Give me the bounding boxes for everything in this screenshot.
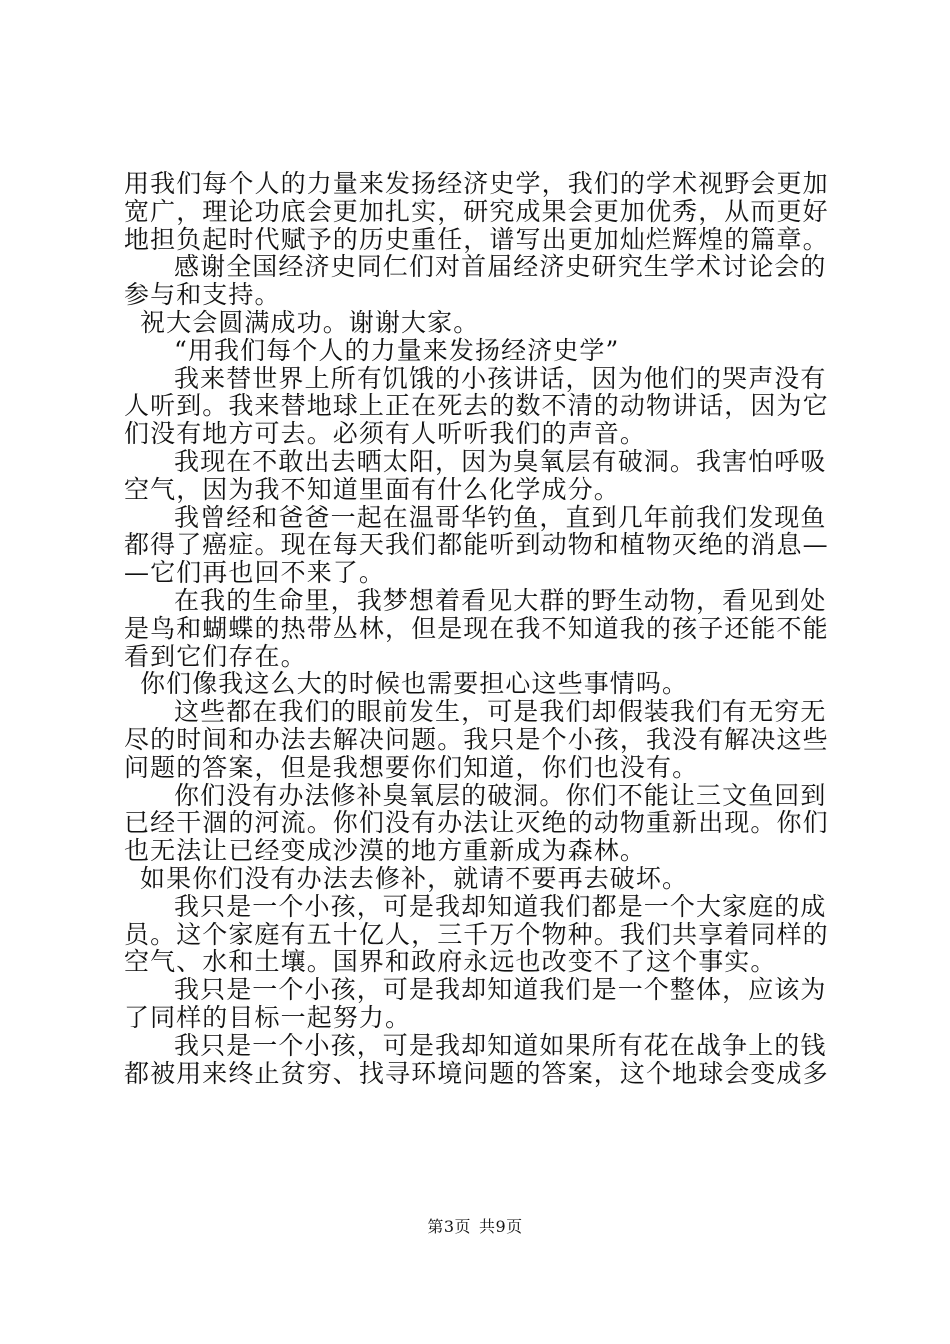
text-line: 我曾经和爸爸一起在温哥华钓鱼，直到几年前我们发现鱼: [174, 502, 827, 532]
body-text: [124, 170, 834, 1087]
text-line: 是鸟和蝴蝶的热带丛林，但是现在我不知道我的孩子还能不能: [124, 613, 829, 643]
text-line: 我现在不敢出去晒太阳，因为臭氧层有破洞。我害怕呼吸: [174, 446, 827, 476]
text-line: 人听到。我来替地球上正在死去的数不清的动物讲话，因为它: [124, 391, 829, 421]
text-line: 看到它们存在。: [124, 641, 307, 671]
text-line: 问题的答案，但是我想要你们知道，你们也没有。: [124, 752, 699, 782]
text-line: 宽广，理论功底会更加扎实，研究成果会更加优秀，从而更好: [124, 196, 829, 226]
text-line: —它们再也回不来了。: [124, 558, 386, 588]
text-line: 你们像我这么大的时候也需要担心这些事情吗。: [140, 669, 689, 699]
text-line: 这些都在我们的眼前发生，可是我们却假装我们有无穷无: [174, 697, 827, 727]
text-line: 都得了癌症。现在每天我们都能听到动物和植物灭绝的消息—: [124, 530, 829, 560]
text-line: 了同样的目标一起努力。: [124, 1002, 412, 1032]
text-line: 我来替世界上所有饥饿的小孩讲话，因为他们的哭声没有: [174, 363, 827, 393]
page-footer: [0, 1214, 950, 1237]
text-line: 员。这个家庭有五十亿人，三千万个物种。我们共享着同样的: [124, 919, 829, 949]
text-line: 空气，因为我不知道里面有什么化学成分。: [124, 474, 620, 504]
text-line: 也无法让已经变成沙漠的地方重新成为森林。: [124, 836, 647, 866]
page-number-total: 共9页: [479, 1217, 523, 1236]
text-line: 在我的生命里，我梦想着看见大群的野生动物，看见到处: [174, 585, 827, 615]
text-line: 们没有地方可去。必须有人听听我们的声音。: [124, 419, 647, 449]
text-line: 我只是一个小孩，可是我却知道我们是一个整体，应该为: [174, 975, 827, 1005]
text-line: 参与和支持。: [124, 280, 281, 310]
text-line: 我只是一个小孩，可是我却知道如果所有花在战争上的钱: [174, 1030, 827, 1060]
text-line: 祝大会圆满成功。谢谢大家。: [140, 307, 480, 337]
text-line: 我只是一个小孩，可是我却知道我们都是一个大家庭的成: [174, 891, 827, 921]
text-line: 地担负起时代赋予的历史重任，谱写出更加灿烂辉煌的篇章。: [124, 224, 829, 254]
text-line: “用我们每个人的力量来发扬经济史学”: [174, 335, 620, 365]
text-line: 已经干涸的河流。你们没有办法让灭绝的动物重新出现。你们: [124, 808, 829, 838]
text-line: 空气、水和土壤。国界和政府永远也改变不了这个事实。: [124, 947, 777, 977]
text-line: 用我们每个人的力量来发扬经济史学，我们的学术视野会更加: [124, 169, 829, 198]
page-number-current: 第3页: [427, 1217, 471, 1236]
text-line: 你们没有办法修补臭氧层的破洞。你们不能让三文鱼回到: [174, 780, 827, 810]
text-line: 尽的时间和办法去解决问题。我只是个小孩，我没有解决这些: [124, 724, 829, 754]
text-line: 如果你们没有办法去修补，就请不要再去破坏。: [140, 863, 689, 893]
text-line: 都被用来终止贫穷、找寻环境问题的答案，这个地球会变成多: [124, 1058, 829, 1088]
text-line: 感谢全国经济史同仁们对首届经济史研究生学术讨论会的: [174, 252, 827, 282]
